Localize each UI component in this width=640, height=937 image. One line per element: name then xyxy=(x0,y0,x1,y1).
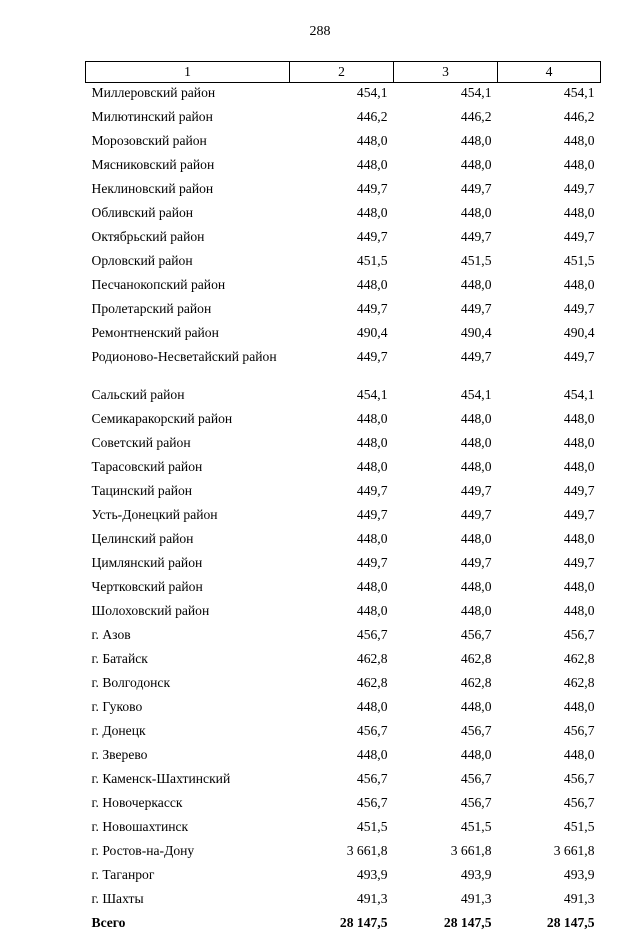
value-col3-cell: 449,7 xyxy=(394,227,498,251)
region-name-cell: г. Шахты xyxy=(86,889,290,913)
region-name-cell: Родионово-Несветайский район xyxy=(86,347,290,385)
table-row xyxy=(86,721,601,745)
region-name-cell: г. Зверево xyxy=(86,745,290,769)
value-col4-cell: 456,7 xyxy=(498,793,601,817)
value-col3-cell: 3 661,8 xyxy=(394,841,498,865)
value-col4-cell: 448,0 xyxy=(498,577,601,601)
value-col4-cell: 448,0 xyxy=(498,275,601,299)
region-name-cell: Сальский район xyxy=(86,385,290,409)
value-col2-cell: 456,7 xyxy=(290,793,394,817)
value-col3-cell: 490,4 xyxy=(394,323,498,347)
value-col3-cell: 448,0 xyxy=(394,155,498,179)
value-col2-cell: 448,0 xyxy=(290,131,394,155)
value-col2-cell: 454,1 xyxy=(290,385,394,409)
table-row xyxy=(86,865,601,889)
value-col2-cell: 462,8 xyxy=(290,649,394,673)
value-col3-cell: 448,0 xyxy=(394,601,498,625)
table-row xyxy=(86,299,601,323)
value-col2-cell: 28 147,5 xyxy=(290,913,394,937)
value-col4-cell: 449,7 xyxy=(498,553,601,577)
value-col2-cell: 493,9 xyxy=(290,865,394,889)
table-row xyxy=(86,481,601,505)
value-col4-cell: 448,0 xyxy=(498,155,601,179)
table-row xyxy=(86,889,601,913)
value-col2-cell: 449,7 xyxy=(290,299,394,323)
region-name-cell: Усть-Донецкий район xyxy=(86,505,290,529)
value-col4-cell: 449,7 xyxy=(498,299,601,323)
value-col2-cell: 448,0 xyxy=(290,275,394,299)
value-col3-cell: 456,7 xyxy=(394,721,498,745)
value-col4-cell: 449,7 xyxy=(498,227,601,251)
value-col3-cell: 448,0 xyxy=(394,577,498,601)
header-cell-3: 3 xyxy=(394,62,498,83)
value-col4-cell: 446,2 xyxy=(498,107,601,131)
table-row xyxy=(86,131,601,155)
table-row xyxy=(86,275,601,299)
value-col4-cell: 493,9 xyxy=(498,865,601,889)
value-col4-cell: 448,0 xyxy=(498,697,601,721)
region-name-cell: Цимлянский район xyxy=(86,553,290,577)
value-col2-cell: 448,0 xyxy=(290,203,394,227)
table-row xyxy=(86,409,601,433)
region-name-cell: г. Азов xyxy=(86,625,290,649)
value-col3-cell: 449,7 xyxy=(394,505,498,529)
table-row xyxy=(86,577,601,601)
region-name-cell: Песчанокопский район xyxy=(86,275,290,299)
value-col4-cell: 456,7 xyxy=(498,625,601,649)
table-row xyxy=(86,323,601,347)
value-col2-cell: 451,5 xyxy=(290,251,394,275)
value-col2-cell: 449,7 xyxy=(290,481,394,505)
value-col3-cell: 462,8 xyxy=(394,649,498,673)
value-col4-cell: 490,4 xyxy=(498,323,601,347)
table-row xyxy=(86,227,601,251)
table-row xyxy=(86,841,601,865)
table-row xyxy=(86,697,601,721)
data-table xyxy=(85,61,601,937)
value-col4-cell: 448,0 xyxy=(498,433,601,457)
table-row xyxy=(86,203,601,227)
region-name-cell: Чертковский район xyxy=(86,577,290,601)
value-col2-cell: 448,0 xyxy=(290,745,394,769)
value-col3-cell: 449,7 xyxy=(394,481,498,505)
value-col4-cell: 451,5 xyxy=(498,817,601,841)
value-col2-cell: 490,4 xyxy=(290,323,394,347)
table-row xyxy=(86,179,601,203)
value-col4-cell: 491,3 xyxy=(498,889,601,913)
value-col2-cell: 451,5 xyxy=(290,817,394,841)
value-col3-cell: 448,0 xyxy=(394,457,498,481)
value-col2-cell: 448,0 xyxy=(290,433,394,457)
table-row xyxy=(86,553,601,577)
region-name-cell: Тарасовский район xyxy=(86,457,290,481)
header-cell-4: 4 xyxy=(498,62,601,83)
value-col2-cell: 448,0 xyxy=(290,601,394,625)
value-col4-cell: 456,7 xyxy=(498,721,601,745)
header-cell-2: 2 xyxy=(290,62,394,83)
value-col4-cell: 454,1 xyxy=(498,385,601,409)
value-col4-cell: 448,0 xyxy=(498,601,601,625)
table-row xyxy=(86,673,601,697)
value-col4-cell: 449,7 xyxy=(498,347,601,385)
value-col3-cell: 449,7 xyxy=(394,347,498,385)
value-col3-cell: 491,3 xyxy=(394,889,498,913)
table-row xyxy=(86,529,601,553)
value-col2-cell: 448,0 xyxy=(290,155,394,179)
value-col4-cell: 448,0 xyxy=(498,203,601,227)
region-name-cell: Морозовский район xyxy=(86,131,290,155)
value-col3-cell: 448,0 xyxy=(394,409,498,433)
value-col3-cell: 448,0 xyxy=(394,697,498,721)
region-name-cell: Мясниковский район xyxy=(86,155,290,179)
value-col4-cell: 448,0 xyxy=(498,529,601,553)
table-row xyxy=(86,433,601,457)
region-name-cell: Орловский район xyxy=(86,251,290,275)
value-col3-cell: 449,7 xyxy=(394,553,498,577)
region-name-cell: г. Донецк xyxy=(86,721,290,745)
value-col3-cell: 448,0 xyxy=(394,131,498,155)
value-col4-cell: 456,7 xyxy=(498,769,601,793)
header-row xyxy=(86,62,601,83)
value-col3-cell: 462,8 xyxy=(394,673,498,697)
table-row xyxy=(86,107,601,131)
value-col2-cell: 456,7 xyxy=(290,721,394,745)
value-col3-cell: 448,0 xyxy=(394,529,498,553)
value-col2-cell: 448,0 xyxy=(290,457,394,481)
value-col2-cell: 491,3 xyxy=(290,889,394,913)
table-row xyxy=(86,793,601,817)
value-col3-cell: 451,5 xyxy=(394,251,498,275)
value-col3-cell: 448,0 xyxy=(394,745,498,769)
value-col4-cell: 462,8 xyxy=(498,673,601,697)
value-col2-cell: 462,8 xyxy=(290,673,394,697)
value-col2-cell: 456,7 xyxy=(290,625,394,649)
value-col3-cell: 456,7 xyxy=(394,793,498,817)
value-col3-cell: 493,9 xyxy=(394,865,498,889)
region-name-cell: Шолоховский район xyxy=(86,601,290,625)
value-col3-cell: 448,0 xyxy=(394,433,498,457)
region-name-cell: Октябрьский район xyxy=(86,227,290,251)
region-name-cell: Милютинский район xyxy=(86,107,290,131)
value-col3-cell: 456,7 xyxy=(394,625,498,649)
value-col3-cell: 28 147,5 xyxy=(394,913,498,937)
value-col2-cell: 456,7 xyxy=(290,769,394,793)
value-col2-cell: 449,7 xyxy=(290,179,394,203)
table-row xyxy=(86,745,601,769)
value-col4-cell: 448,0 xyxy=(498,131,601,155)
value-col2-cell: 448,0 xyxy=(290,529,394,553)
value-col2-cell: 449,7 xyxy=(290,553,394,577)
value-col2-cell: 448,0 xyxy=(290,697,394,721)
table-row xyxy=(86,385,601,409)
value-col4-cell: 449,7 xyxy=(498,481,601,505)
value-col3-cell: 449,7 xyxy=(394,179,498,203)
value-col3-cell: 446,2 xyxy=(394,107,498,131)
table-row xyxy=(86,347,601,385)
table-row xyxy=(86,601,601,625)
table-row xyxy=(86,625,601,649)
region-name-cell: г. Новошахтинск xyxy=(86,817,290,841)
total-row xyxy=(86,913,601,937)
header-cell-1: 1 xyxy=(86,62,290,83)
region-name-cell: Ремонтненский район xyxy=(86,323,290,347)
region-name-cell: Неклиновский район xyxy=(86,179,290,203)
table-row xyxy=(86,83,601,108)
table-row xyxy=(86,817,601,841)
value-col3-cell: 456,7 xyxy=(394,769,498,793)
region-name-cell: г. Ростов-на-Дону xyxy=(86,841,290,865)
table-row xyxy=(86,155,601,179)
value-col4-cell: 454,1 xyxy=(498,83,601,108)
table-row xyxy=(86,769,601,793)
value-col2-cell: 448,0 xyxy=(290,409,394,433)
value-col3-cell: 454,1 xyxy=(394,83,498,108)
region-name-cell: Пролетарский район xyxy=(86,299,290,323)
value-col4-cell: 3 661,8 xyxy=(498,841,601,865)
region-name-cell: Тацинский район xyxy=(86,481,290,505)
value-col2-cell: 448,0 xyxy=(290,577,394,601)
value-col2-cell: 449,7 xyxy=(290,347,394,385)
region-name-cell: г. Батайск xyxy=(86,649,290,673)
value-col4-cell: 462,8 xyxy=(498,649,601,673)
value-col2-cell: 449,7 xyxy=(290,227,394,251)
region-name-cell: г. Таганрог xyxy=(86,865,290,889)
value-col4-cell: 448,0 xyxy=(498,745,601,769)
region-name-cell: г. Каменск-Шахтинский xyxy=(86,769,290,793)
table-body xyxy=(86,83,601,937)
table-row xyxy=(86,457,601,481)
value-col4-cell: 448,0 xyxy=(498,457,601,481)
table-row xyxy=(86,251,601,275)
value-col2-cell: 449,7 xyxy=(290,505,394,529)
value-col4-cell: 449,7 xyxy=(498,505,601,529)
value-col2-cell: 446,2 xyxy=(290,107,394,131)
value-col3-cell: 448,0 xyxy=(394,275,498,299)
value-col4-cell: 451,5 xyxy=(498,251,601,275)
region-name-cell: Целинский район xyxy=(86,529,290,553)
region-name-cell: г. Волгодонск xyxy=(86,673,290,697)
value-col3-cell: 448,0 xyxy=(394,203,498,227)
value-col4-cell: 28 147,5 xyxy=(498,913,601,937)
value-col3-cell: 451,5 xyxy=(394,817,498,841)
value-col3-cell: 449,7 xyxy=(394,299,498,323)
region-name-cell: Советский район xyxy=(86,433,290,457)
value-col4-cell: 449,7 xyxy=(498,179,601,203)
page-number: 288 xyxy=(0,24,640,40)
region-name-cell: Семикаракорский район xyxy=(86,409,290,433)
value-col4-cell: 448,0 xyxy=(498,409,601,433)
region-name-cell: г. Новочеркасск xyxy=(86,793,290,817)
value-col2-cell: 3 661,8 xyxy=(290,841,394,865)
region-name-cell: Миллеровский район xyxy=(86,83,290,108)
value-col2-cell: 454,1 xyxy=(290,83,394,108)
region-name-cell: Обливский район xyxy=(86,203,290,227)
table-row xyxy=(86,649,601,673)
region-name-cell: Всего xyxy=(86,913,290,937)
table-row xyxy=(86,505,601,529)
region-name-cell: г. Гуково xyxy=(86,697,290,721)
value-col3-cell: 454,1 xyxy=(394,385,498,409)
